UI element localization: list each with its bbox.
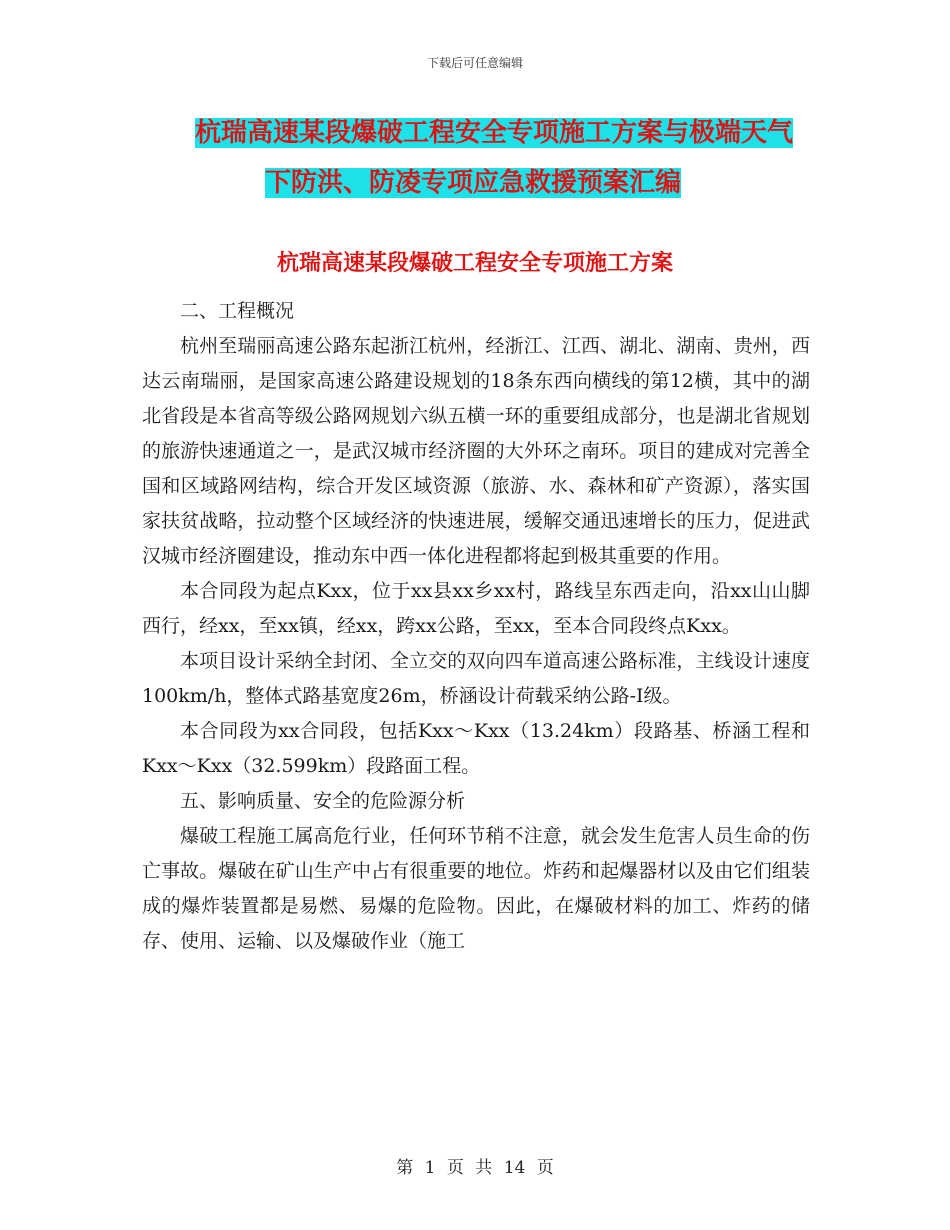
document-body bbox=[142, 294, 810, 959]
paragraph-contract-scope: 本合同段为xx合同段，包括Kxx～Kxx（13.24km）段路基、桥涵工程和Kxx～Kxx（32.599km）段路面工程。 bbox=[142, 720, 810, 777]
main-title-line-2 bbox=[140, 158, 820, 208]
paragraph-design-standard: 本项目设计采纳全封闭、全立交的双向四车道高速公路标准，主线设计速度100km/h，整体式路基宽度26m，桥涵设计荷载采纳公路-I级。 bbox=[142, 650, 810, 707]
page-header-note: 下载后可任意编辑 bbox=[426, 56, 523, 70]
heading-hazard-analysis: 五、影响质量、安全的危险源分析 bbox=[180, 790, 466, 812]
paragraph-route-description: 杭州至瑞丽高速公路东起浙江杭州，经浙江、江西、湖北、湖南、贵州，西达云南瑞丽，是国家高速公路建设规划的18条东西向横线的第12横，其中的湖北省段是本省高等级公路网规划六纵五横一环的重要组成部分，也是湖北省规划的旅游快速通道之一，是武汉城市经济圈的大外环之南环。项目的建成对完善全国和区域路网结构，综合开发区域资源（旅游、水、森林和矿产资源），落实国家扶贫战略，拉动整个区域经济的快速进展，缓解交通迅速增长的压力，促进武汉城市经济圈建设，推动东中西一体化进程都将起到极其重要的作用。 bbox=[142, 335, 810, 567]
page-number-footer: 第 1 页 共 14 页 bbox=[396, 1158, 554, 1178]
paragraph-blasting-hazards: 爆破工程施工属高危行业，任何环节稍不注意，就会发生危害人员生命的伤亡事故。爆破在矿山生产中占有很重要的地位。炸药和起爆器材以及由它们组装成的爆炸装置都是易燃、易爆的危险物。因此，在爆破材料的加工、炸药的储存、使用、运输、以及爆破作业（施工 bbox=[142, 825, 810, 952]
main-title-line-2-text: 下防洪、防凌专项应急救援预案汇编 bbox=[265, 168, 682, 198]
heading-project-overview: 二、工程概况 bbox=[180, 300, 295, 322]
document-main-title bbox=[140, 108, 820, 208]
main-title-line-1 bbox=[140, 108, 820, 158]
paragraph-contract-section: 本合同段为起点Kxx，位于xx县xx乡xx村，路线呈东西走向，沿xx山山脚西行，经xx，至xx镇，经xx，跨xx公路，至xx，至本合同段终点Kxx。 bbox=[142, 580, 810, 637]
section-title: 杭瑞高速某段爆破工程安全专项施工方案 bbox=[276, 251, 673, 276]
main-title-line-1-text: 杭瑞高速某段爆破工程安全专项施工方案与极端天气 bbox=[195, 118, 794, 148]
